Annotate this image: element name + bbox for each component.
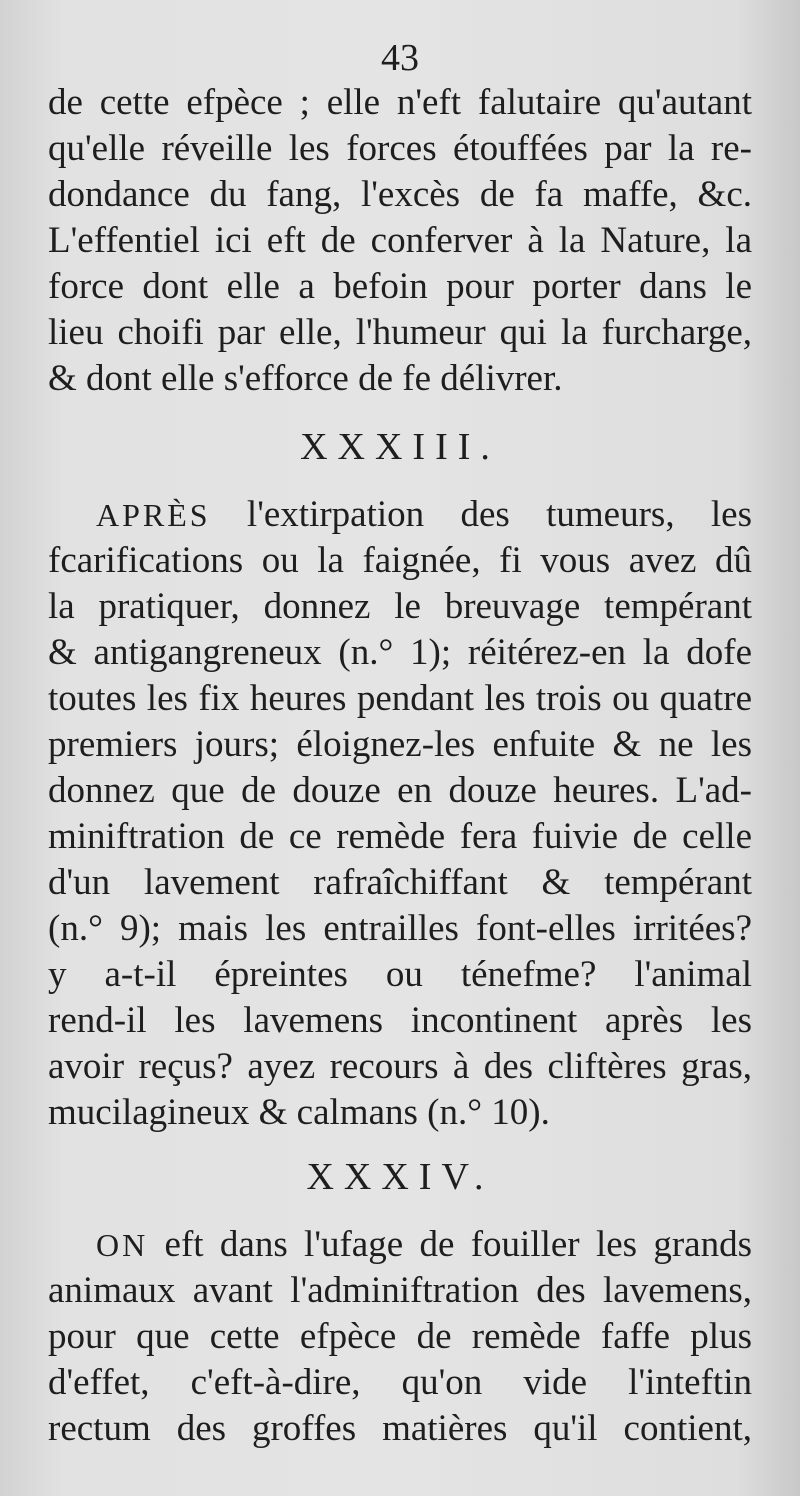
text-line: donnez que de douze en douze heures. L'ad- [48, 770, 752, 811]
text-line: rend-il les lavemens incontinent après les [48, 1000, 752, 1041]
text-line: dondance du fang, l'excès de fa maffe, &c. [48, 174, 752, 215]
page-number: 43 [381, 37, 419, 79]
text-line: qu'elle réveille les forces étouffées par la re- [48, 128, 752, 169]
text-line: fcarifications ou la faignée, fi vous avez dû [48, 540, 752, 581]
text-line: d'un lavement rafraîchiffant & tempérant [48, 862, 752, 903]
text-line: L'effentiel ici eft de conferver à la Nature, la [48, 220, 752, 261]
text-line: la pratiquer, donnez le breuvage tempérant [48, 586, 752, 627]
text-line: animaux avant l'adminiftration des lavemens, [48, 1270, 752, 1311]
section-heading: XXXIV. [306, 1156, 494, 1198]
drop-cap-word: ON [96, 1227, 149, 1263]
text-line: & dont elle s'efforce de fe délivrer. [48, 358, 563, 399]
text-line: force dont elle a befoin pour porter dans le [48, 266, 752, 307]
section-heading: XXXIII. [300, 426, 500, 468]
text-line: pour que cette efpèce de remède faffe plus [48, 1316, 752, 1357]
text-line: mucilagineux & calmans (n.° 10). [48, 1092, 550, 1133]
text-line: de cette efpèce ; elle n'eft falutaire qu'autant [48, 82, 752, 123]
text-line: lieu choifi par elle, l'humeur qui la furcharge, [48, 312, 752, 353]
text-line: d'effet, c'eft-à-dire, qu'on vide l'inteftin [48, 1362, 752, 1403]
text-line: premiers jours; éloignez-les enfuite & ne les [48, 724, 752, 765]
text-line: toutes les fix heures pendant les trois ou quatre [48, 678, 752, 719]
text-line: avoir reçus? ayez recours à des cliftères gras, [48, 1046, 752, 1087]
text-line: APRÈS l'extirpation des tumeurs, les [96, 494, 752, 535]
text-line: & antigangreneux (n.° 1); réitérez-en la dofe [48, 632, 752, 673]
drop-cap-word: APRÈS [96, 497, 211, 533]
text-line: ON eft dans l'ufage de fouiller les grands [96, 1224, 752, 1265]
text-line: (n.° 9); mais les entrailles font-elles irritées? [48, 908, 752, 949]
text-line: rectum des groffes matières qu'il contient, [48, 1408, 752, 1449]
text-line: y a-t-il épreintes ou ténefme? l'animal [48, 954, 752, 995]
text-line: miniftration de ce remède fera fuivie de celle [48, 816, 752, 857]
